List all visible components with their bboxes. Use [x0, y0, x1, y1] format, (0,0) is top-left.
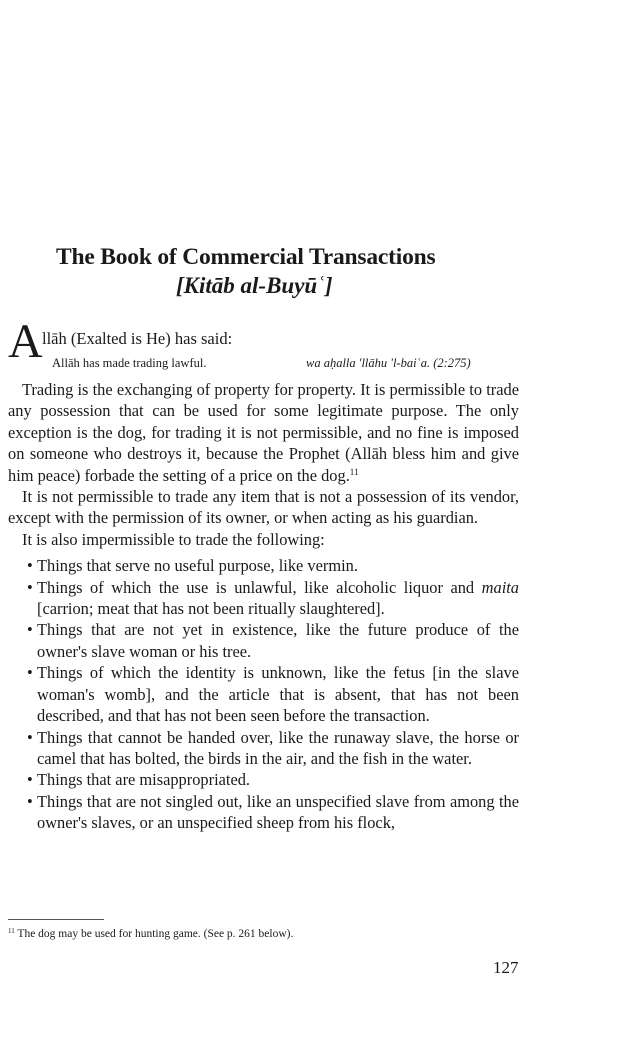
list-item: • Things that are not yet in existence, like the future produce of the owner's slave woman or his tree.	[8, 619, 519, 662]
list-item: • Things that are not singled out, like an unspecified slave from among the owner's slaves, or an unspecified sheep from his flock,	[8, 791, 519, 834]
list-item: • Things that cannot be handed over, like the runaway slave, the horse or camel that has bolted, the birds in the air, and the fish in the water.	[8, 727, 519, 770]
italic-term: maita	[481, 577, 519, 597]
footnote	[8, 928, 293, 940]
list-item-text: Things of which the use is unlawful, like alcoholic liquor and	[37, 577, 482, 597]
paragraph-ownership: It is not permissible to trade any item that is not a possession of its vendor, except with the permission of its owner, or when acting as his guardian.	[8, 487, 519, 528]
paragraph-text: Trading is the exchanging of property for property. It is permissible to trade any possession that can be used for some legitimate purpose. The only exception is the dog, for trading it is not permissible, and no fine is imposed on someone who destroys it, because the Prophet (Allāh bless him and give him peace) forbade the setting of a price on the dog.	[8, 380, 519, 485]
quran-quote-english: Allāh has made trading lawful.	[52, 356, 207, 370]
chapter-subtitle: [Kitāb al-Buyūʿ]	[176, 273, 333, 298]
body-text	[8, 379, 519, 834]
quran-quote-transliteration: wa aḥalla 'llāhu 'l-baiʿa. (2:275)	[306, 356, 471, 370]
footnote-reference: 11	[349, 466, 359, 477]
footnote-divider	[8, 919, 104, 920]
drop-cap: A	[8, 315, 43, 368]
chapter-title: The Book of Commercial Transactions	[56, 244, 436, 270]
list-item: • Things of which the identity is unknown, like the fetus [in the slave woman's womb], and the article that is absent, that has not been described, and that has not been seen before the transaction.	[8, 662, 519, 726]
paragraph-impermissible-intro: It is also impermissible to trade the following:	[22, 529, 325, 549]
opening-line: llāh (Exalted is He) has said:	[42, 329, 233, 348]
list-item	[8, 577, 519, 620]
footnote-number: 11	[8, 927, 15, 935]
paragraph-trading-definition	[8, 379, 519, 486]
list-item: • Things that are misappropriated.	[8, 769, 519, 790]
impermissible-list	[8, 555, 519, 833]
page-number: 127	[493, 958, 519, 977]
list-item: • Things that serve no useful purpose, like vermin.	[8, 555, 519, 576]
footnote-text: The dog may be used for hunting game. (See p. 261 below).	[17, 928, 294, 940]
list-item-text: [carrion; meat that has not been ritually slaughtered].	[37, 599, 385, 619]
